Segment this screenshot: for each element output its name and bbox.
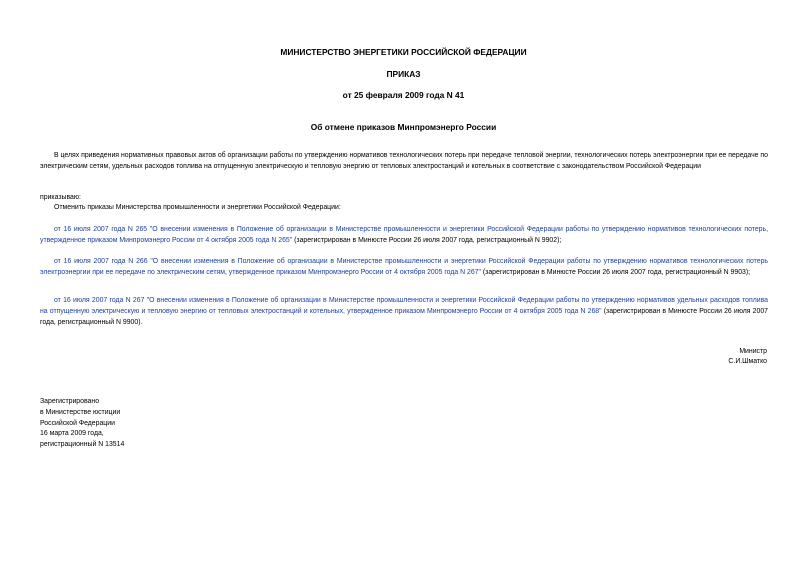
cancelled-order-item-3 — [40, 296, 768, 328]
cancelled-order-item-2 — [40, 257, 768, 279]
order-registration-note: (зарегистрирован в Минюсте России 26 июля 2007 года, регистрационный N 9903); — [480, 268, 751, 276]
cancelled-order-item-1 — [40, 225, 768, 247]
ministry-title: МИНИСТЕРСТВО ЭНЕРГЕТИКИ РОССИЙСКОЙ ФЕДЕРАЦИИ — [280, 47, 527, 57]
registration-line: 16 марта 2009 года, — [40, 430, 104, 438]
cancel-intro: Отменить приказы Министерства промышленности и энергетики Российской Федерации: — [54, 204, 341, 211]
signatory-name: С.И.Шматко — [728, 358, 767, 365]
order-link-265[interactable]: от 16 июля 2007 года N 265 "О внесении изменения в Положение об организации в Министерстве промышленности и энергетики Российской Федерации работы по утверждению нормативов технологических потерь, утвержденное приказом Минпромэнерго России от 4 октября 2005 года N 265" — [40, 226, 768, 244]
order-registration-note: (зарегистрирован в Минюсте России 26 июля 2007 года, регистрационный N 9900). — [40, 307, 768, 326]
doc-date-number: от 25 февраля 2009 года N 41 — [342, 90, 465, 100]
preamble-paragraph: В целях приведения нормативных правовых актов об организации работы по утверждению нормативов технологических потерь при передаче тепловой энергии, технологических потерь электроэнергии при ее передаче по электрическим сетям, удельных расходов топлива на отпущенную электрическую и тепловую энергию от тепловых электростанций и котельных в соответствие с законодательством Российской Федерации — [40, 152, 768, 170]
signatory-title: Министр — [739, 348, 767, 355]
registration-line: регистрационный N 13514 — [40, 441, 125, 449]
doc-type: ПРИКАЗ — [386, 69, 421, 79]
registration-line: Российской Федерации — [40, 419, 115, 427]
order-registration-note: (зарегистрирован в Минюсте России 26 июля 2007 года, регистрационный N 9902); — [292, 236, 562, 244]
doc-subject: Об отмене приказов Минпромэнерго России — [310, 122, 497, 132]
registration-line: Зарегистрировано — [40, 398, 100, 405]
registration-block — [40, 397, 124, 451]
order-word: приказываю: — [40, 194, 81, 201]
order-link-267[interactable]: от 16 июля 2007 года N 267 "О внесении изменения в Положение об организации в Министерстве промышленности и энергетики Российской Федерации работы по утверждению нормативов удельных расходов топлива на отпущенную электрическую и тепловую энергию от тепловых электростанций и котельных, утвержденное приказом Минпромэнерго России от 4 октября 2005 года N 268" — [40, 297, 768, 315]
order-link-266[interactable]: от 16 июля 2007 года N 266 "О внесении изменения в Положение об организации в Министерстве промышленности и энергетики Российской Федерации работы по утверждению нормативов технологических потерь электроэнергии при ее передаче по электрическим сетям, утвержденное приказом Минпромэнерго России от 4 октября 2005 года N 267" — [40, 258, 768, 276]
registration-line: в Министерстве юстиции — [40, 408, 121, 416]
